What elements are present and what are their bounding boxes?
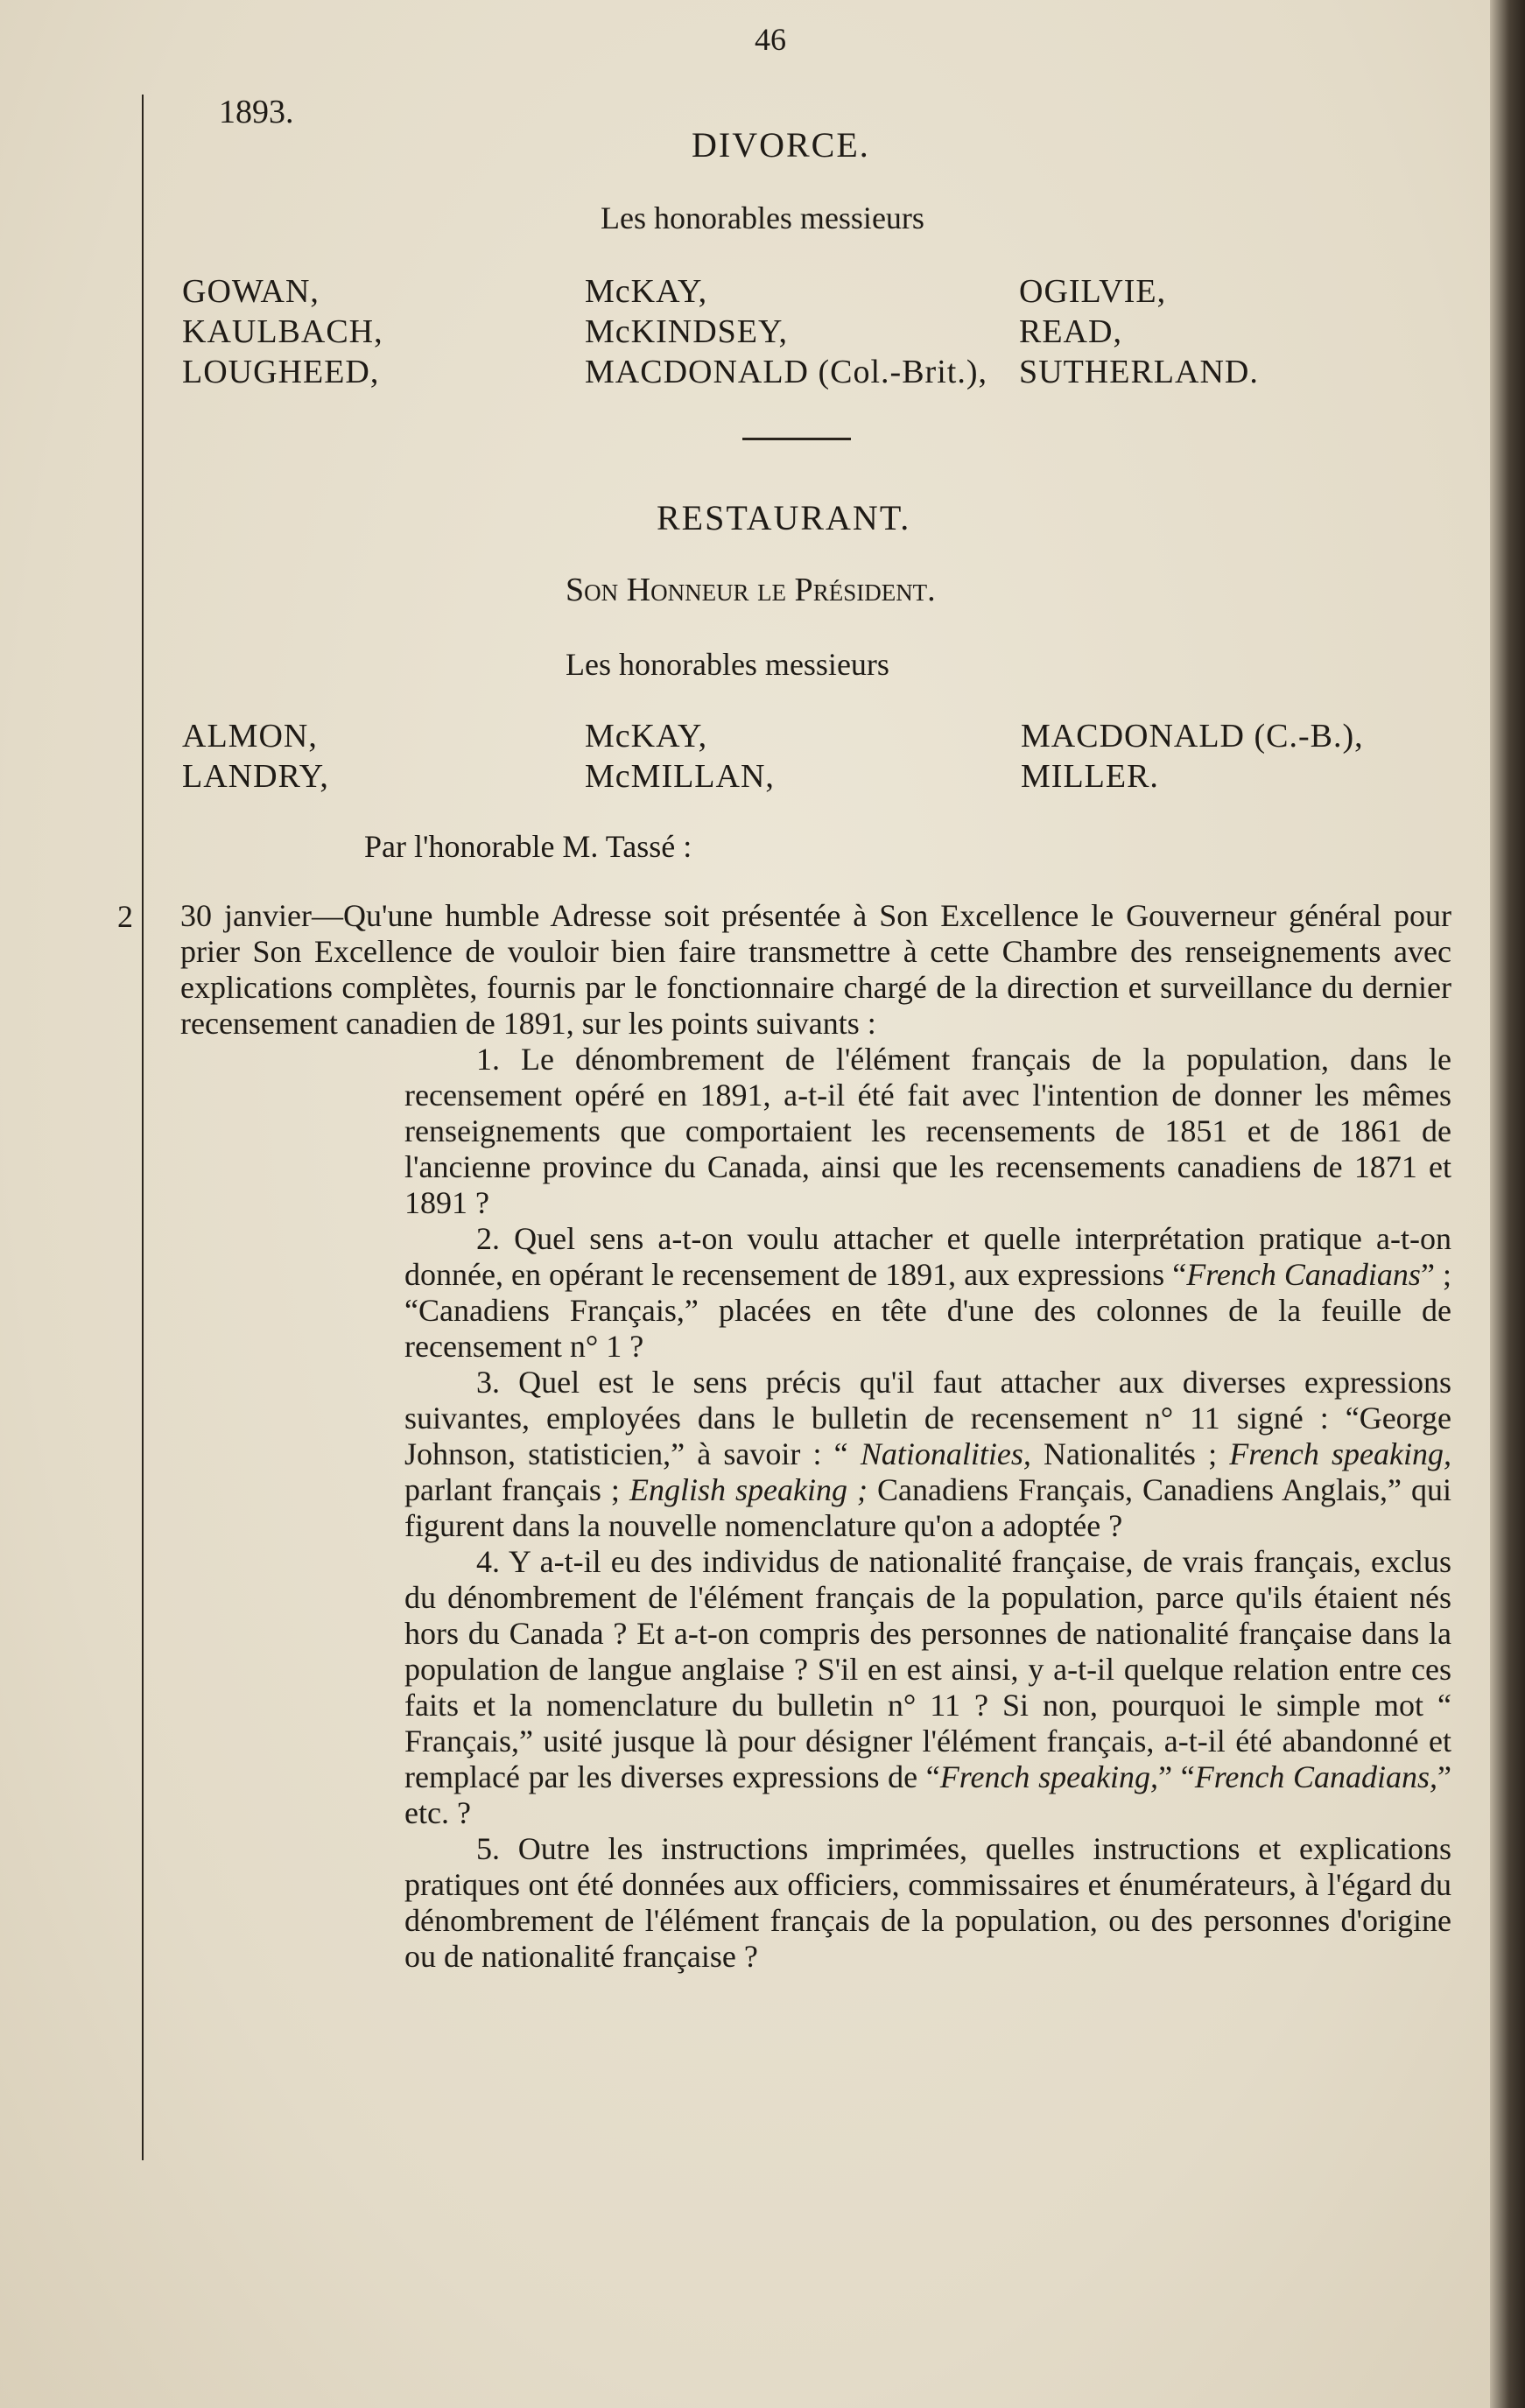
text-run: ” ; “Canadiens Français,” placées en tête d'une des colonnes de la feuille de recensement n° 1 ? [404, 1257, 1451, 1364]
text-run: Canadiens Français, Canadiens Anglais,” qui figurent dans la nouvelle nomenclature qu'on a adoptée ? [404, 1472, 1452, 1543]
member-name: GOWAN, [182, 273, 320, 310]
motion-date: 30 janvier [180, 898, 312, 933]
divorce-heading: DIVORCE. [692, 125, 870, 165]
italic-run: French Canadians, [1194, 1759, 1438, 1794]
member-name: MILLER. [1021, 758, 1159, 795]
member-name: MACDONALD (Col.-Brit.), [585, 354, 987, 390]
motion-intro [180, 898, 1451, 1042]
italic-run: French Canadians [1186, 1257, 1421, 1292]
member-name: LOUGHEED, [182, 354, 380, 390]
section-divider [742, 438, 851, 440]
divorce-col2 [585, 271, 987, 392]
italic-run: English speaking ; [629, 1472, 868, 1507]
member-name: LANDRY, [182, 758, 329, 795]
restaurant-col3 [1021, 716, 1364, 797]
restaurant-subheading: Les honorables messieurs [566, 647, 889, 682]
divorce-col3 [1019, 271, 1259, 392]
text-run: 4. Y a-t-il eu des individus de nationalité française, de vrais français, exclus du dénombrement de l'élément français de la population, parce qu'ils étaient nés hors du Canada ? Et a-t-on compris des personnes de nationalité française dans la population de langue anglaise ? S'il en est ainsi, y a-t-il quelque relation entre ces faits et la nomenclature du bulletin n° 11 ? Si non, pourquoi le simple mot “ Français,” usité jusque là pour désigner l'élément français, a-t-il été abandonné et remplacé par les diverses expressions de “ [404, 1544, 1451, 1794]
restaurant-president: Son Honneur le Président. [566, 572, 936, 608]
motion-mover: Par l'honorable M. Tassé : [364, 829, 692, 864]
margin-rule [142, 95, 144, 2160]
question-1: 1. Le dénombrement de l'élément français de la population, dans le recensement opéré en 1891, a-t-il été fait avec l'intention de donner les mêmes renseignements que comportaient les recensements de 1851 et de 1861 de l'ancienne province du Canada, ainsi que les recensements canadiens de 1871 et 1891 ? [404, 1042, 1451, 1220]
member-name: McKAY, [585, 273, 708, 310]
italic-run: Nationalities, [860, 1436, 1031, 1471]
text-run: Nationalités ; [1030, 1436, 1230, 1471]
page-number: 46 [755, 22, 786, 57]
italic-run: French speaking, [939, 1759, 1159, 1794]
italic-run: French speaking, [1229, 1436, 1451, 1471]
year-label: 1893. [219, 94, 294, 130]
member-name: MACDONALD (C.-B.), [1021, 718, 1364, 755]
text-run: ” “ [1158, 1759, 1195, 1794]
restaurant-col1 [182, 716, 329, 797]
member-name: McKINDSEY, [585, 313, 789, 350]
question-2 [404, 1221, 1451, 1365]
restaurant-col2 [585, 716, 775, 797]
divorce-col1 [182, 271, 383, 392]
member-name: READ, [1019, 313, 1122, 350]
member-name: ALMON, [182, 718, 318, 755]
restaurant-heading: RESTAURANT. [657, 498, 911, 537]
book-spine-shadow [1490, 0, 1525, 2408]
question-3 [404, 1365, 1451, 1544]
motion-body [180, 898, 1452, 1975]
member-name: KAULBACH, [182, 313, 383, 350]
text-run: ” etc. ? [404, 1759, 1452, 1830]
divorce-subheading: Les honorables messieurs [601, 200, 924, 235]
motion-intro-text: —Qu'une humble Adresse soit présentée à Son Excellence le Gouverneur général pour prier Son Excellence de vouloir bien faire transmettre à cette Chambre des renseignements avec explications complètes, fournis par le fonctionnaire chargé de la direction et surveillance du dernier recensement canadien de 1891, sur les points suivants : [180, 898, 1452, 1041]
member-name: McMILLAN, [585, 758, 775, 795]
question-4 [404, 1544, 1451, 1831]
member-name: SUTHERLAND. [1019, 354, 1259, 390]
member-name: McKAY, [585, 718, 708, 755]
text-run: 2. Quel sens a-t-on voulu attacher et quelle interprétation pratique a-t-on donnée, en opérant le recensement de 1891, aux expressions “ [404, 1221, 1451, 1292]
member-name: OGILVIE, [1019, 273, 1167, 310]
question-5: 5. Outre les instructions imprimées, quelles instructions et explications pratiques ont été données aux officiers, commissaires et énumérateurs, à l'égard du dénombrement de l'élément français de la population, ou des personnes d'origine ou de nationalité française ? [404, 1831, 1451, 1974]
text-run: parlant français ; [404, 1472, 629, 1507]
margin-number: 2 [117, 899, 133, 934]
text-run: 3. Quel est le sens précis qu'il faut attacher aux diverses expressions suivantes, employées dans le bulletin de recensement n° 11 signé : “George Johnson, statisticien,” à savoir : “ [404, 1365, 1451, 1471]
